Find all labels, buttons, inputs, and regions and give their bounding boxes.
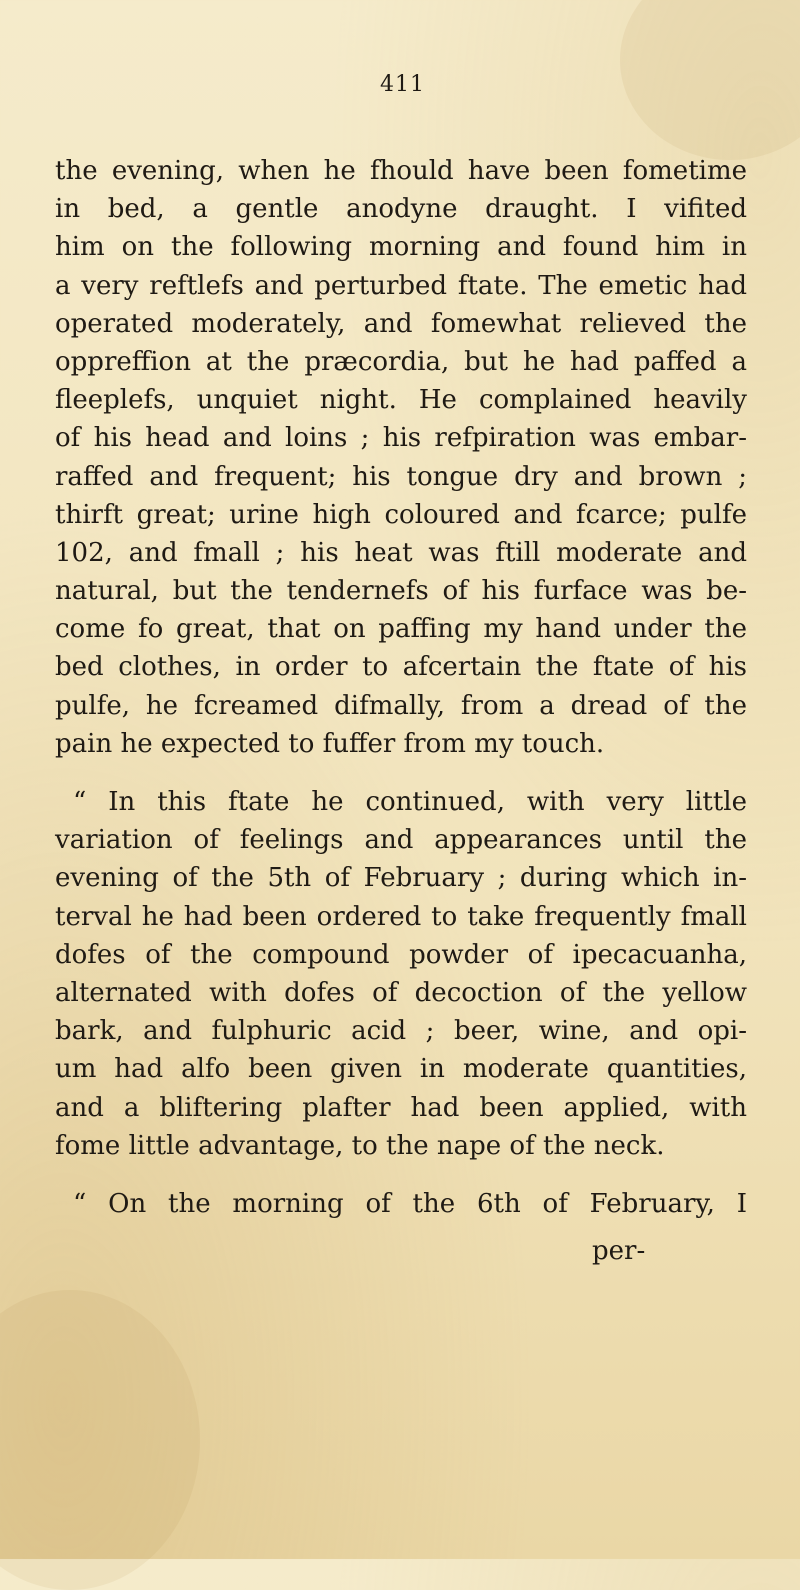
- text-line: um had alfo been given in moderate quantities,: [55, 1054, 747, 1085]
- text-line: bark, and fulphuric acid ; beer, wine, and opi-: [55, 1016, 747, 1047]
- paper-stain: [620, 0, 800, 160]
- text-line: raffed and frequent; his tongue dry and brown ;: [55, 461, 747, 492]
- text-line: the evening, when he fhould have been fometime: [55, 156, 747, 186]
- text-line: fleeplefs, unquiet night. He complained heavily: [55, 385, 747, 416]
- paragraph-gap: [55, 763, 747, 783]
- text-line: fome little advantage, to the nape of the neck.: [55, 1130, 665, 1161]
- text-line: a very reftlefs and perturbed ftate. The emetic had: [55, 270, 747, 301]
- text-line: oppreffion at the præcordia, but he had paffed a: [55, 346, 747, 377]
- text-line: operated moderately, and fomewhat relieved the: [55, 308, 747, 339]
- text-line: terval he had been ordered to take frequently fmall: [55, 901, 747, 932]
- text-line: and a bliftering plafter had been applied, with: [55, 1092, 747, 1123]
- text-line: dofes of the compound powder of ipecacuanha,: [55, 939, 747, 970]
- text-line: pain he expected to fuffer from my touch.: [55, 728, 605, 759]
- page-body-text: [55, 152, 747, 1223]
- text-line: of his head and loins ; his refpiration was embar-: [55, 423, 747, 454]
- text-line: come fo great, that on paffing my hand under the: [55, 614, 747, 645]
- text-line: evening of the 5th of February ; during which in-: [55, 863, 747, 894]
- text-line: him on the following morning and found him in: [55, 232, 747, 263]
- text-line: “ In this ftate he continued, with very little: [73, 787, 747, 817]
- text-line: pulfe, he fcreamed difmally, from a dread of the: [55, 690, 747, 721]
- text-line: “ On the morning of the 6th of February, I: [73, 1188, 747, 1219]
- text-line: in bed, a gentle anodyne draught. I vifited: [55, 194, 747, 225]
- text-line: 102, and fmall ; his heat was ftill moderate and: [55, 537, 747, 568]
- paragraph-gap: [55, 1165, 747, 1185]
- catchword: per-: [592, 1236, 646, 1266]
- text-line: thirft great; urine high coloured and fcarce; pulfe: [55, 499, 747, 530]
- page-number: 411: [380, 72, 425, 97]
- text-line: bed clothes, in order to afcertain the ftate of his: [55, 652, 747, 683]
- paper-stain: [0, 1290, 200, 1590]
- text-line: natural, but the tendernefs of his furface was be-: [55, 576, 747, 607]
- text-line: alternated with dofes of decoction of the yellow: [55, 977, 747, 1008]
- text-line: variation of feelings and appearances until the: [55, 825, 747, 856]
